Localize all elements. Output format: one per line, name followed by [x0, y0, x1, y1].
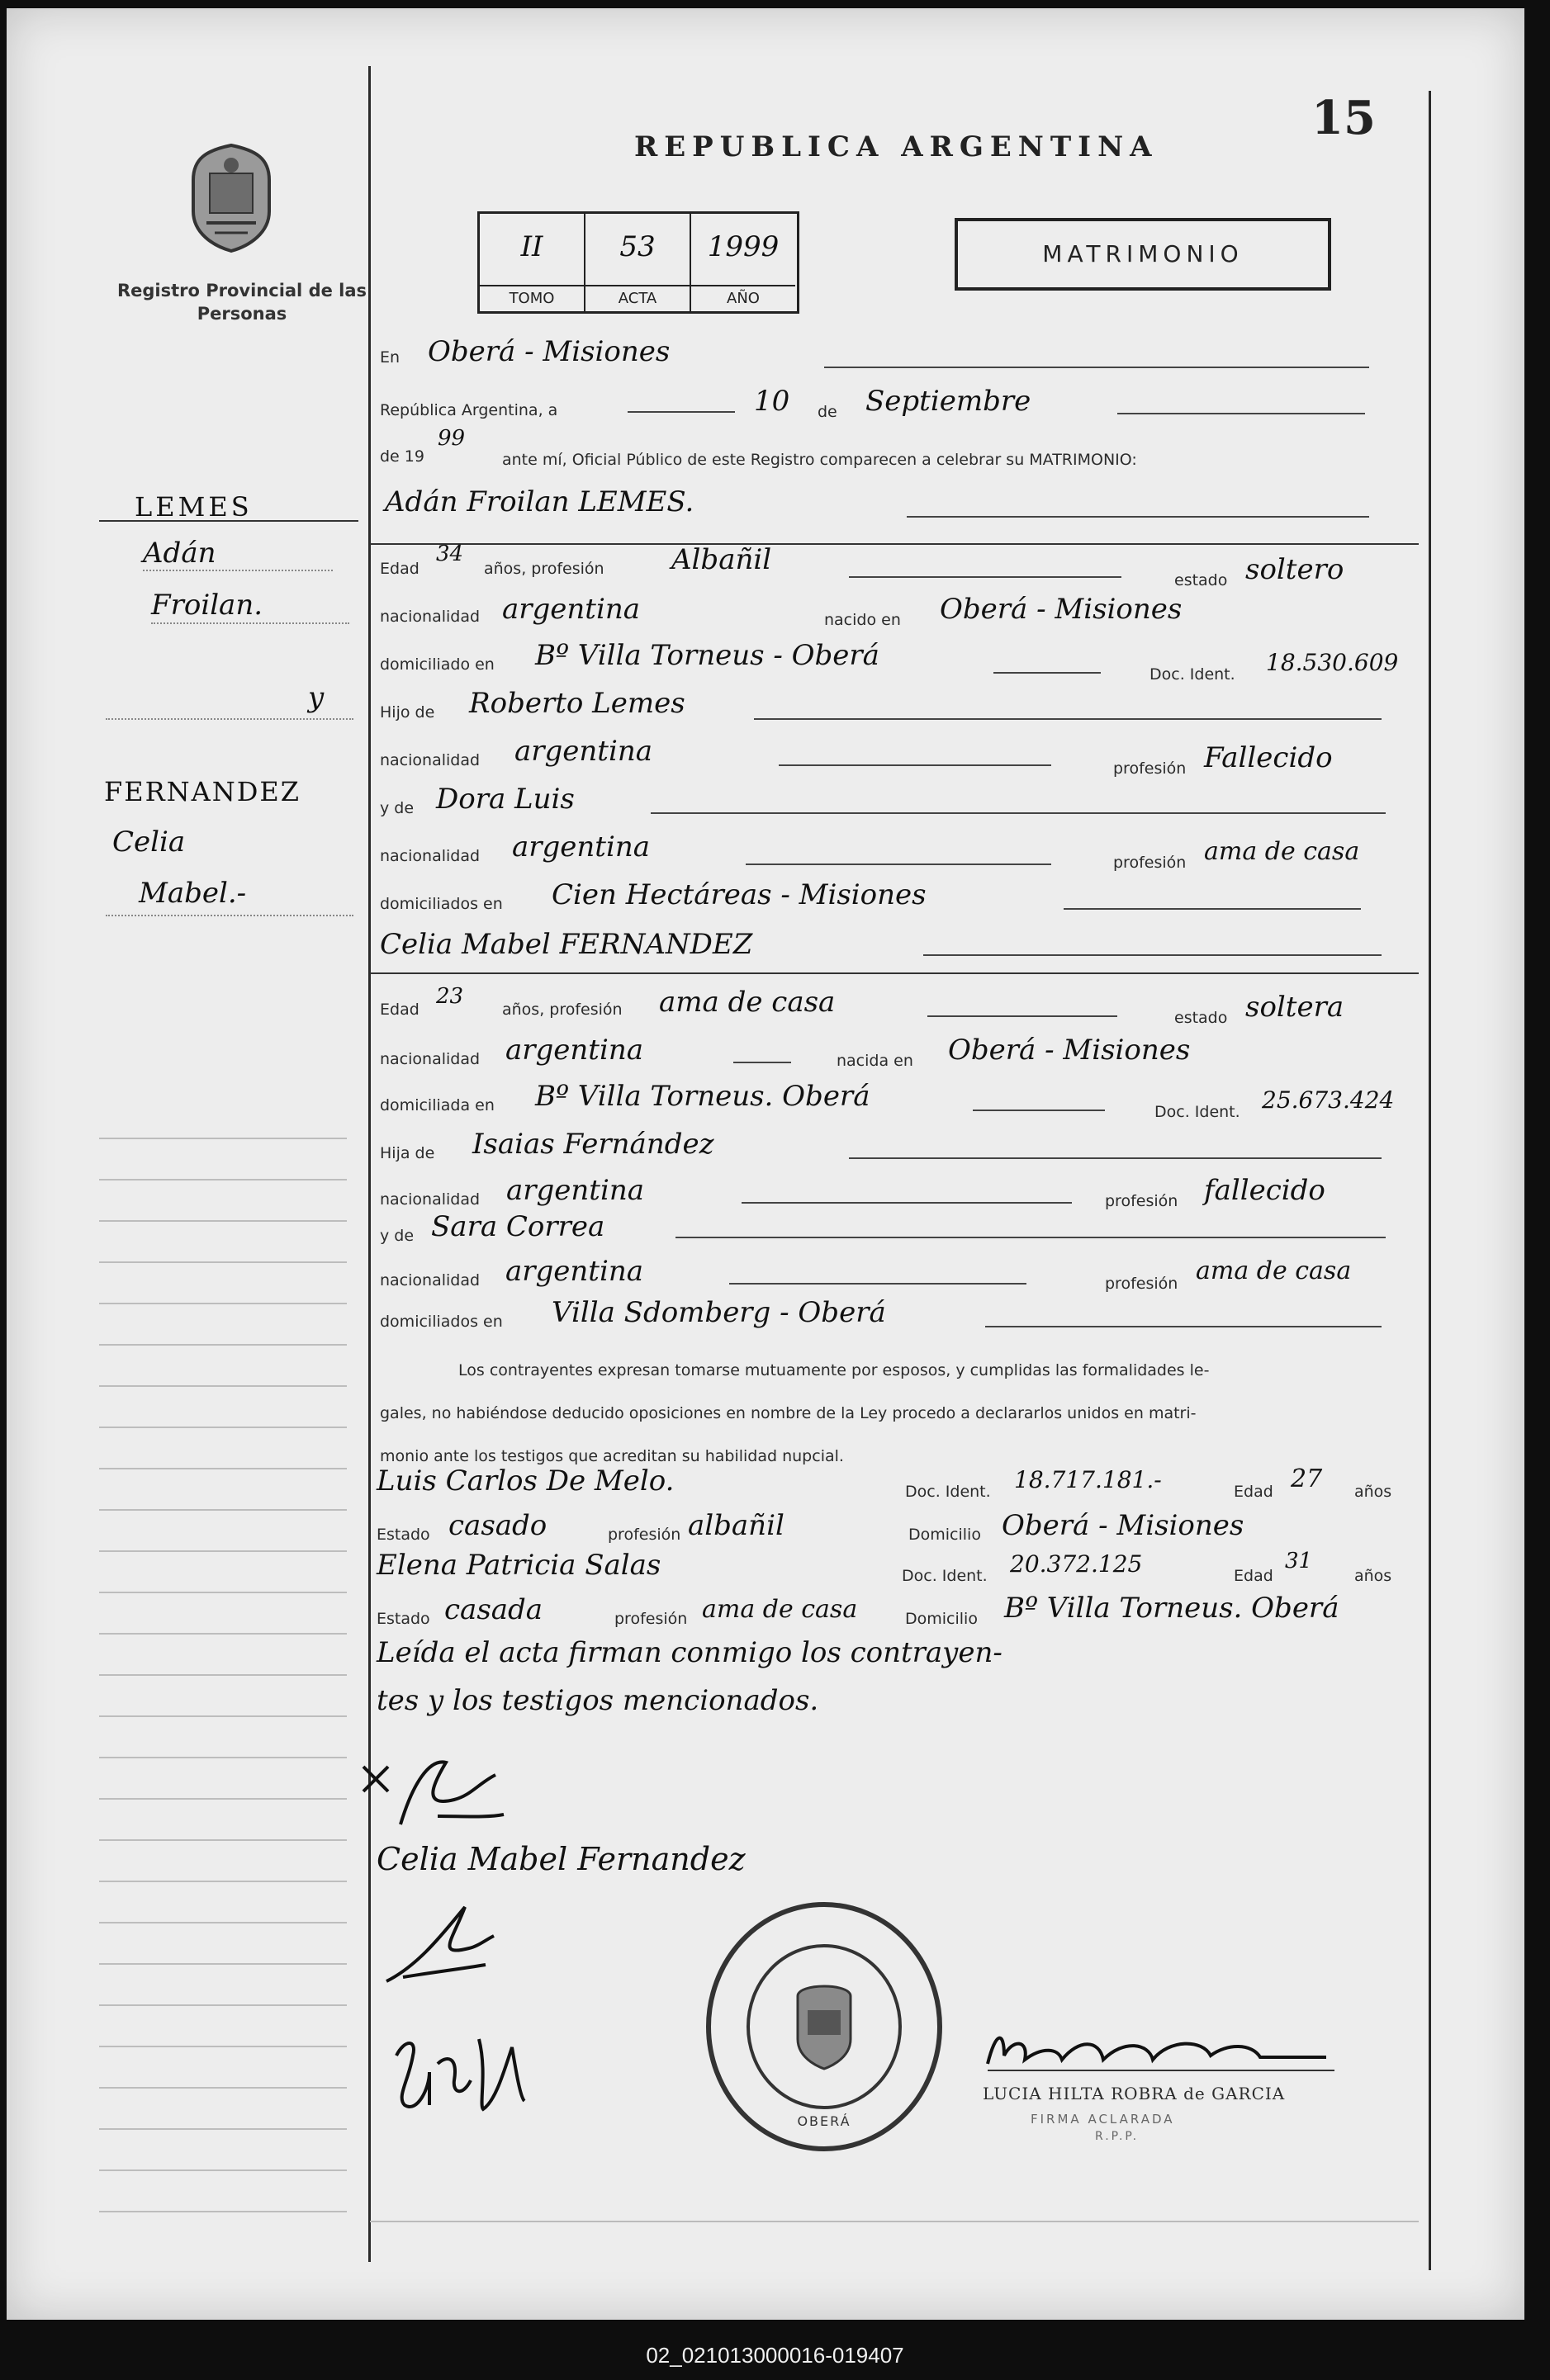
- fill-line: [746, 864, 1051, 865]
- margin-ruled-lines: [99, 1098, 347, 2237]
- groom-nationality-label: nacionalidad: [380, 608, 481, 626]
- bride-father-profession: fallecido: [1204, 1174, 1325, 1207]
- witness-2-profession-label: profesión: [614, 1610, 688, 1628]
- bride-domicile: Bº Villa Torneus. Oberá: [535, 1080, 870, 1113]
- witness-1-status-label: Estado: [377, 1526, 430, 1544]
- bride-father-nationality-label: nacionalidad: [380, 1190, 481, 1209]
- bride-name: Celia Mabel FERNANDEZ: [380, 928, 753, 961]
- bride-domicile-label: domiciliada en: [380, 1096, 495, 1114]
- handwritten-closing-line: tes y los testigos mencionados.: [377, 1684, 819, 1717]
- bride-status: soltera: [1245, 991, 1344, 1024]
- groom-signature-icon: [355, 1750, 512, 1841]
- bride-father-nationality: argentina: [506, 1174, 645, 1207]
- bride-mother-label: y de: [380, 1227, 415, 1245]
- official-stamp-icon: [700, 1899, 948, 2155]
- witness-2-signature-icon: [380, 2023, 545, 2122]
- groom-name: Adán Froilan LEMES.: [385, 485, 694, 518]
- margin-given-name: Froilan.: [151, 589, 263, 622]
- handwritten-closing-line: Leída el acta firman conmigo los contrayen-: [377, 1636, 1003, 1669]
- fill-line: [1117, 413, 1365, 414]
- fill-line: [849, 1157, 1382, 1159]
- witness-2-doc: 20.372.125: [1010, 1550, 1143, 1578]
- margin-dots: [151, 622, 349, 624]
- fill-line: [779, 764, 1051, 766]
- bride-signature: Celia Mabel Fernandez: [377, 1841, 746, 1877]
- margin-given-name: Celia: [112, 826, 186, 859]
- register-page: [7, 8, 1524, 2320]
- groom-status-label: estado: [1174, 571, 1228, 589]
- book-reference-box: [477, 211, 799, 314]
- bride-status-label: estado: [1174, 1009, 1228, 1027]
- witness-1-years-label: años: [1354, 1483, 1392, 1501]
- margin-surname: FERNANDEZ: [104, 776, 301, 807]
- witness-1-domicile-label: Domicilio: [908, 1526, 981, 1544]
- scan-reference: 02_021013000016-019407: [646, 2343, 904, 2368]
- witness-2-status: casada: [444, 1593, 543, 1626]
- body-rule: [370, 2221, 1419, 2222]
- acta-value: 53: [619, 230, 656, 263]
- groom-father: Roberto Lemes: [469, 687, 685, 720]
- anio-label: AÑO: [691, 285, 795, 311]
- groom-mother: Dora Luis: [436, 783, 575, 816]
- acta-label: ACTA: [585, 285, 690, 311]
- bride-mother-nationality-label: nacionalidad: [380, 1271, 481, 1289]
- witness-1-profession-label: profesión: [608, 1526, 681, 1544]
- witness-1-age-label: Edad: [1234, 1483, 1273, 1501]
- officer-name: LUCIA HILTA ROBRA de GARCIA: [983, 2084, 1286, 2103]
- bride-doc-label: Doc. Ident.: [1154, 1103, 1240, 1121]
- groom-age-label: Edad: [380, 560, 419, 578]
- witness-1-doc: 18.717.181.-: [1014, 1466, 1162, 1493]
- groom-domicile-label: domiciliado en: [380, 655, 495, 674]
- witness-2-domicile-label: Domicilio: [905, 1610, 978, 1628]
- groom-mother-profession-label: profesión: [1113, 854, 1187, 872]
- groom-mother-label: y de: [380, 799, 415, 817]
- year-suffix: 99: [438, 426, 466, 451]
- groom-mother-nationality: argentina: [512, 830, 651, 864]
- witness-2-doc-label: Doc. Ident.: [902, 1567, 988, 1585]
- groom-mother-nationality-label: nacionalidad: [380, 847, 481, 865]
- groom-born-label: nacido en: [824, 611, 901, 629]
- fill-line: [923, 954, 1382, 956]
- appearance-text: ante mí, Oficial Público de este Registro comparecen a celebrar su MATRIMONIO:: [502, 451, 1137, 469]
- record-type-box: MATRIMONIO: [955, 218, 1331, 291]
- groom-father-profession-label: profesión: [1113, 759, 1187, 778]
- bride-age-label: Edad: [380, 1001, 419, 1019]
- fill-line: [824, 367, 1369, 368]
- tomo-label: TOMO: [480, 285, 584, 311]
- fill-line: [927, 1015, 1117, 1017]
- margin-given-name: Adán: [143, 537, 216, 570]
- coat-of-arms-icon: [182, 140, 281, 256]
- officer-unit: R.P.P.: [1095, 2130, 1140, 2143]
- bride-mother: Sara Correa: [431, 1210, 605, 1243]
- country-heading: REPUBLICA ARGENTINA: [634, 130, 1159, 163]
- declaration-paragraph: [380, 1349, 1412, 1478]
- page-number: 15: [1311, 91, 1376, 145]
- witness-2-status-label: Estado: [377, 1610, 430, 1628]
- witness-1-profession: albañil: [688, 1509, 784, 1542]
- bride-profession: ama de casa: [659, 986, 836, 1019]
- bride-age: 23: [436, 984, 464, 1009]
- bride-mother-profession-label: profesión: [1105, 1275, 1178, 1293]
- witness-1-age: 27: [1291, 1464, 1323, 1493]
- groom-nationality: argentina: [502, 593, 641, 626]
- witness-1-name: Luis Carlos De Melo.: [377, 1464, 675, 1498]
- de-label: de: [818, 403, 837, 421]
- witness-2-name: Elena Patricia Salas: [377, 1549, 661, 1582]
- groom-age: 34: [436, 542, 464, 566]
- bride-father: Isaias Fernández: [472, 1128, 714, 1161]
- svg-text:OBERÁ: OBERÁ: [797, 2113, 851, 2129]
- groom-father-label: Hijo de: [380, 703, 435, 722]
- section-rule: [370, 543, 1419, 545]
- day-value: 10: [754, 385, 790, 418]
- witness-2-age-label: Edad: [1234, 1567, 1273, 1585]
- bride-mother-profession: ama de casa: [1196, 1256, 1352, 1285]
- fill-line: [849, 576, 1121, 578]
- witness-2-domicile: Bº Villa Torneus. Oberá: [1004, 1592, 1339, 1625]
- declaration-line: Los contrayentes expresan tomarse mutuamente por esposos, y cumplidas las formalidades le-: [458, 1361, 1210, 1379]
- fill-line: [754, 718, 1382, 720]
- month-value: Septiembre: [865, 385, 1031, 418]
- groom-doc: 18.530.609: [1266, 649, 1399, 676]
- witness-1-signature-icon: [370, 1899, 502, 1998]
- margin-dots: [106, 915, 353, 916]
- fill-line: [651, 812, 1386, 814]
- groom-father-profession: Fallecido: [1204, 741, 1333, 774]
- margin-dots: [143, 570, 333, 571]
- groom-profession-label: años, profesión: [484, 560, 604, 578]
- fill-line: [675, 1237, 1386, 1238]
- fill-line: [733, 1062, 791, 1063]
- witness-2-age: 31: [1285, 1549, 1313, 1573]
- fill-line: [993, 672, 1101, 674]
- groom-domicile: Bº Villa Torneus - Oberá: [535, 639, 879, 672]
- bride-born-label: nacida en: [837, 1052, 913, 1070]
- groom-birthplace: Oberá - Misiones: [940, 593, 1183, 626]
- margin-dots: [106, 718, 353, 720]
- fill-line: [985, 1326, 1382, 1327]
- witness-2-years-label: años: [1354, 1567, 1392, 1585]
- groom-parents-domicile-label: domiciliados en: [380, 895, 503, 913]
- section-rule: [370, 972, 1419, 974]
- bride-father-profession-label: profesión: [1105, 1192, 1178, 1210]
- fill-line: [742, 1202, 1072, 1204]
- anio-value: 1999: [707, 230, 780, 263]
- bride-doc: 25.673.424: [1262, 1086, 1395, 1114]
- witness-1-status: casado: [448, 1509, 547, 1542]
- tomo-value: II: [520, 230, 543, 263]
- groom-profession: Albañil: [671, 543, 772, 576]
- groom-father-nationality-label: nacionalidad: [380, 751, 481, 769]
- groom-status: soltero: [1245, 553, 1344, 586]
- witness-1-domicile: Oberá - Misiones: [1002, 1509, 1244, 1542]
- bride-birthplace: Oberá - Misiones: [948, 1034, 1191, 1067]
- year-label: de 19: [380, 447, 424, 466]
- republic-label: República Argentina, a: [380, 401, 558, 419]
- officer-signature-icon: [979, 2023, 1343, 2080]
- bride-nationality: argentina: [505, 1034, 644, 1067]
- bride-parents-domicile-label: domiciliados en: [380, 1313, 503, 1331]
- acta-cell: [585, 214, 691, 311]
- place-value: Oberá - Misiones: [428, 335, 671, 368]
- margin-surname: LEMES: [135, 491, 253, 523]
- declaration-line: gales, no habiéndose deducido oposiciones en nombre de la Ley procedo a declararlos unidos en matri-: [380, 1404, 1197, 1422]
- officer-caption: FIRMA ACLARADA: [1031, 2112, 1175, 2127]
- bride-nationality-label: nacionalidad: [380, 1050, 481, 1068]
- margin-conjunction: y: [308, 681, 325, 714]
- fill-line: [729, 1283, 1026, 1285]
- bride-parents-domicile: Villa Sdomberg - Oberá: [552, 1296, 886, 1329]
- fill-line: [973, 1110, 1105, 1111]
- groom-mother-profession: ama de casa: [1204, 837, 1360, 866]
- witness-1-doc-label: Doc. Ident.: [905, 1483, 991, 1501]
- fill-line: [907, 516, 1369, 518]
- bride-father-label: Hija de: [380, 1144, 435, 1162]
- fill-line: [1064, 908, 1361, 910]
- en-label: En: [380, 348, 401, 367]
- bride-mother-nationality: argentina: [505, 1255, 644, 1288]
- groom-parents-domicile: Cien Hectáreas - Misiones: [552, 878, 927, 911]
- witness-2-profession: ama de casa: [702, 1595, 858, 1624]
- registry-office-name: Registro Provincial de las Personas: [116, 281, 367, 324]
- bride-profession-label: años, profesión: [502, 1001, 623, 1019]
- anio-cell: [691, 214, 795, 311]
- groom-doc-label: Doc. Ident.: [1149, 665, 1235, 684]
- groom-father-nationality: argentina: [514, 735, 653, 768]
- right-border: [1429, 91, 1431, 2270]
- tomo-cell: [480, 214, 585, 311]
- declaration-line: monio ante los testigos que acreditan su habilidad nupcial.: [380, 1447, 844, 1465]
- fill-line: [628, 411, 735, 413]
- margin-given-name: Mabel.-: [139, 877, 247, 910]
